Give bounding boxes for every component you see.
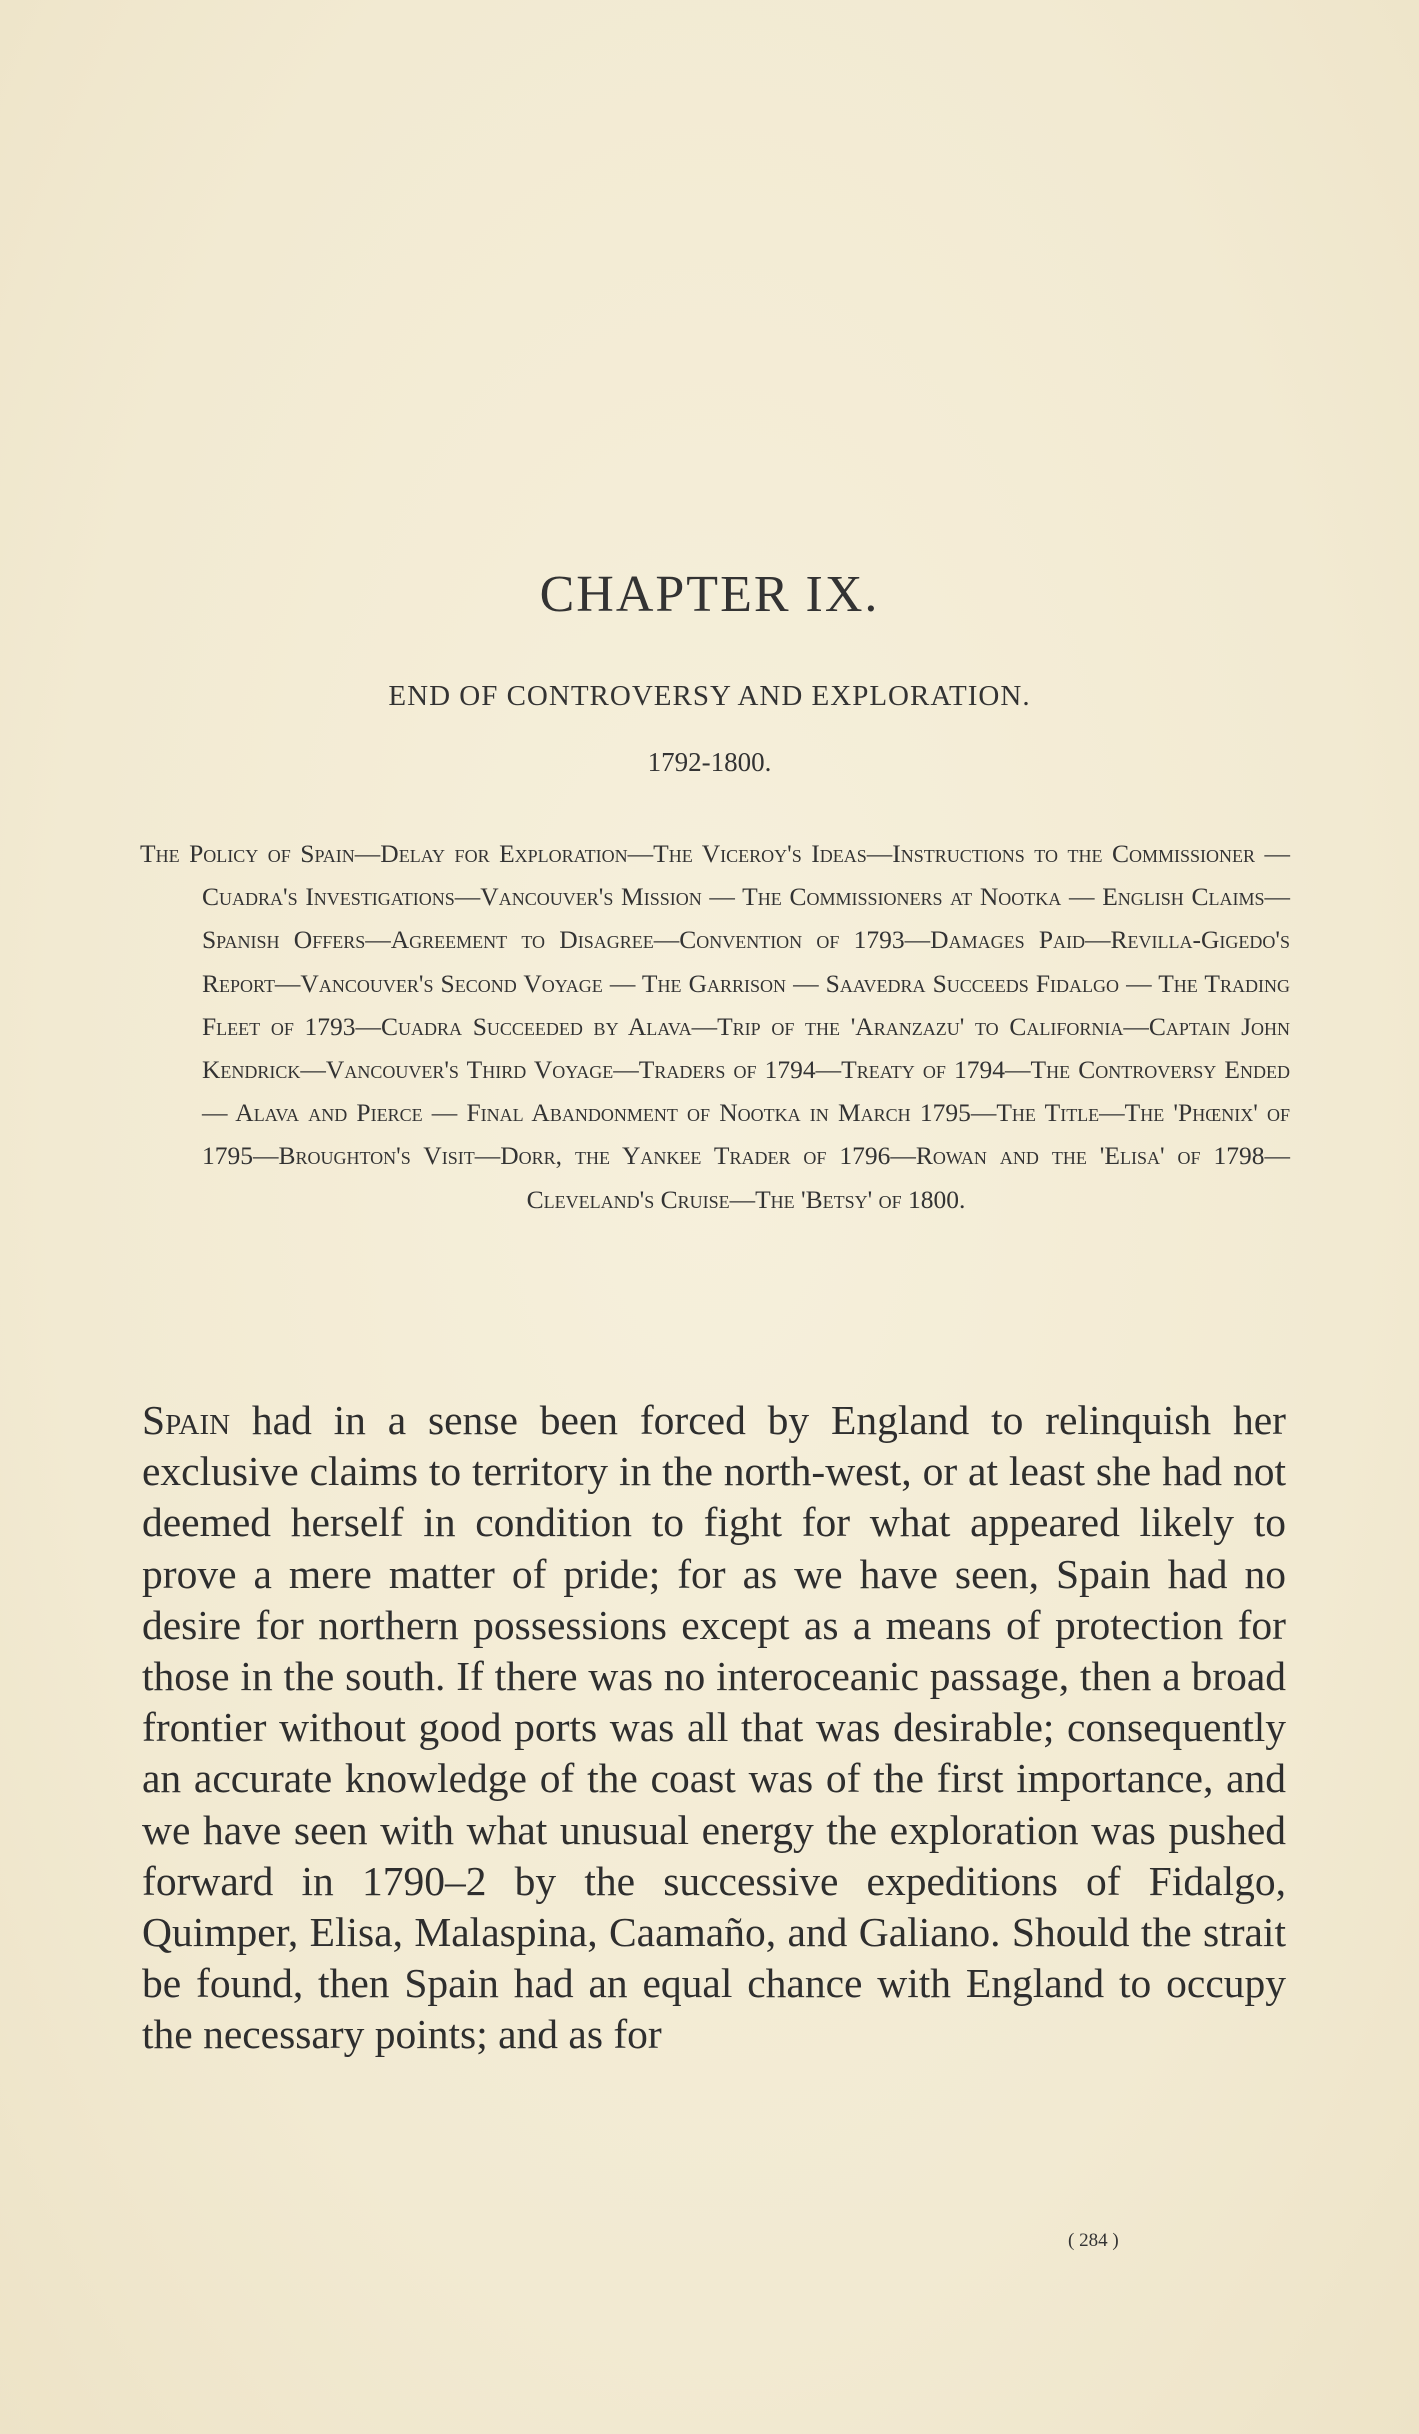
chapter-title: CHAPTER IX. bbox=[539, 566, 880, 623]
chapter-summary: The Policy of Spain—Delay for Exploration—The Viceroy's Ideas—Instructions to the Commissioner — Cuadra's Investigations—Vancouver's Mission — The Commissioners at Nootka — English Claims—Spanish Offers—Agreement to Disagree—Convention of 1793—Damages Paid—Revilla-Gigedo's Report—Vancouver's Second Voyage — The Garrison — Saavedra Succeeds Fidalgo — The Trading Fleet of 1793—Cuadra Succeeded by Alava—Trip of the 'Aranzazu' to California—Captain John Kendrick—Vancouver's Third Voyage—Traders of 1794—Treaty of 1794—The Controversy Ended — Alava and Pierce — Final Abandonment of Nootka in March 1795—The Title—The 'Phœnix' of 1795—Broughton's Visit—Dorr, the Yankee Trader of 1796—Rowan and the 'Elisa' of 1798—Cleveland's Cruise—The 'Betsy' of 1800. bbox=[140, 839, 1290, 1214]
page-number: ( 284 ) bbox=[1068, 2230, 1119, 2251]
chapter-subtitle: END OF CONTROVERSY AND EXPLORATION. bbox=[388, 680, 1031, 712]
chapter-dates: 1792-1800. bbox=[647, 747, 772, 777]
body-paragraph bbox=[142, 1395, 1286, 2061]
body-text: had in a sense been forced by England to relinquish her exclusive claims to territory in the north-west, or at least she had not deemed herself in condition to fight for what appeared likely to prove a mere matter of pride; for as we have seen, Spain had no desire for northern possessions except as a means of protection for those in the south. If there was no interoceanic passage, then a broad frontier without good ports was all that was desirable; consequently an accurate knowledge of the coast was of the first importance, and we have seen with what unusual energy the exploration was pushed forward in 1790–2 by the successive expeditions of Fidalgo, Quimper, Elisa, Malaspina, Caamaño, and Galiano. Should the strait be found, then Spain had an equal chance with England to occupy the necessary points; and as for bbox=[142, 1397, 1286, 2058]
lead-word: Spain bbox=[142, 1397, 231, 1443]
